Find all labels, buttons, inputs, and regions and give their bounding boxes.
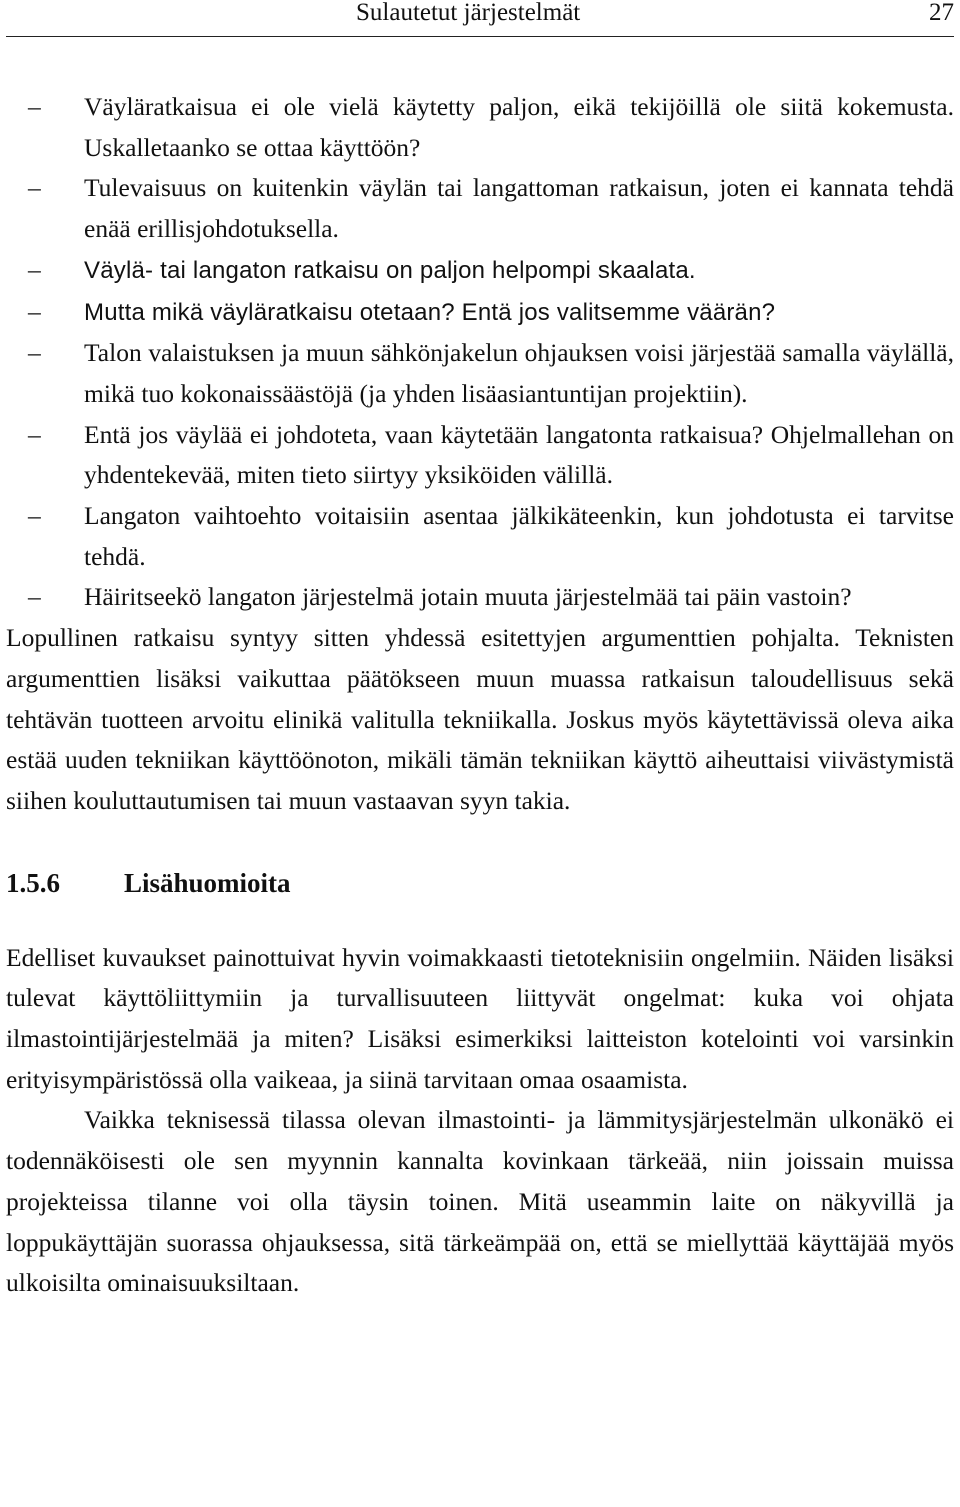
document-page bbox=[6, 0, 954, 1304]
list-item-text: Entä jos väylää ei johdoteta, vaan käytetään langatonta ratkaisua? Ohjelmallehan on yhdentekevää, miten tieto siirtyy yksiköiden välillä. bbox=[84, 419, 954, 490]
bullet-list bbox=[6, 87, 954, 618]
list-item bbox=[6, 292, 954, 334]
section-number: 1.5.6 bbox=[6, 867, 60, 898]
list-item bbox=[6, 168, 954, 249]
body-paragraph: Vaikka teknisessä tilassa olevan ilmastointi- ja lämmitysjärjestelmän ulkonäkö ei todennäköisesti ole sen myynnin kannalta kovinkaan tärkeää, niin joissain muissa projekteissa tilanne voi olla täysin toinen. Mitä useammin laite on näkyvillä ja loppukäyttäjän suorassa ohjauksessa, sitä tärkeämpää on, että se miellyttää käyttäjää myös ulkoisilta ominaisuuksiltaan. bbox=[6, 1105, 954, 1298]
section-title: Lisähuomioita bbox=[124, 867, 291, 898]
list-item-text: Mutta mikä väyläratkaisu otetaan? Entä jos valitsemme väärän? bbox=[84, 298, 776, 326]
section-heading bbox=[6, 866, 954, 900]
list-item bbox=[6, 250, 954, 292]
page-number: 27 bbox=[929, 0, 954, 26]
body-paragraph: Edelliset kuvaukset painottuivat hyvin voimakkaasti tietoteknisiin ongelmiin. Näiden lisäksi tulevat käyttöliittymiin ja turvallisuuteen liittyvät ongelmat: kuka voi ohjata ilmastointijärjestelmää ja miten? Lisäksi esimerkiksi laitteiston kotelointi voi varsinkin erityisympäristössä olla vaikeaa, ja siinä tarvitaan omaa osaamista. bbox=[6, 942, 954, 1094]
list-item bbox=[6, 87, 954, 168]
list-item bbox=[6, 496, 954, 577]
bullet-dash: – bbox=[28, 419, 41, 449]
bullet-dash: – bbox=[28, 582, 41, 612]
list-item bbox=[6, 415, 954, 496]
list-item-text: Väylä- tai langaton ratkaisu on paljon helpompi skaalata. bbox=[84, 256, 696, 284]
bullet-dash: – bbox=[28, 92, 41, 121]
bullet-dash: – bbox=[28, 296, 41, 326]
bullet-dash: – bbox=[28, 501, 41, 531]
running-header bbox=[6, 0, 954, 37]
running-header-title: Sulautetut järjestelmät bbox=[356, 0, 581, 26]
list-item-text: Talon valaistuksen ja muun sähkönjakelun ohjauksen voisi järjestää samalla väylällä, mikä tuo kokonaissäästöjä (ja yhden lisäasiantuntijan projektiin). bbox=[84, 338, 954, 408]
list-item bbox=[6, 333, 954, 414]
list-item-text: Häiritseekö langaton järjestelmä jotain muuta järjestelmää tai päin vastoin? bbox=[84, 582, 852, 612]
list-item-text: Langaton vaihtoehto voitaisiin asentaa jälkikäteenkin, kun johdotusta ei tarvitse tehdä. bbox=[84, 501, 954, 571]
list-item-text: Väyläratkaisua ei ole vielä käytetty paljon, eikä tekijöillä ole siitä kokemusta. Uskalletaanko se ottaa käyttöön? bbox=[84, 92, 954, 162]
body-paragraph: Lopullinen ratkaisu syntyy sitten yhdessä esitettyjen argumenttien pohjalta. Teknisten argumenttien lisäksi vaikuttaa päätökseen muun muassa ratkaisun taloudellisuus sekä tehtävän tuotteen arvoitu elinikä valitulla tekniikalla. Joskus myös käytettävissä oleva aika estää uuden tekniikan käyttöönoton, mikäli tämän tekniikan käyttö aiheuttaisi viivästymistä siihen kouluttautumisen tai muun vastaavan syyn takia. bbox=[6, 623, 954, 815]
bullet-dash: – bbox=[28, 254, 41, 284]
bullet-dash: – bbox=[28, 338, 41, 368]
list-item bbox=[6, 577, 954, 618]
list-item-text: Tulevaisuus on kuitenkin väylän tai langattoman ratkaisun, joten ei kannata tehdä enää erillisjohdotuksella. bbox=[84, 173, 954, 244]
bullet-dash: – bbox=[28, 173, 41, 203]
